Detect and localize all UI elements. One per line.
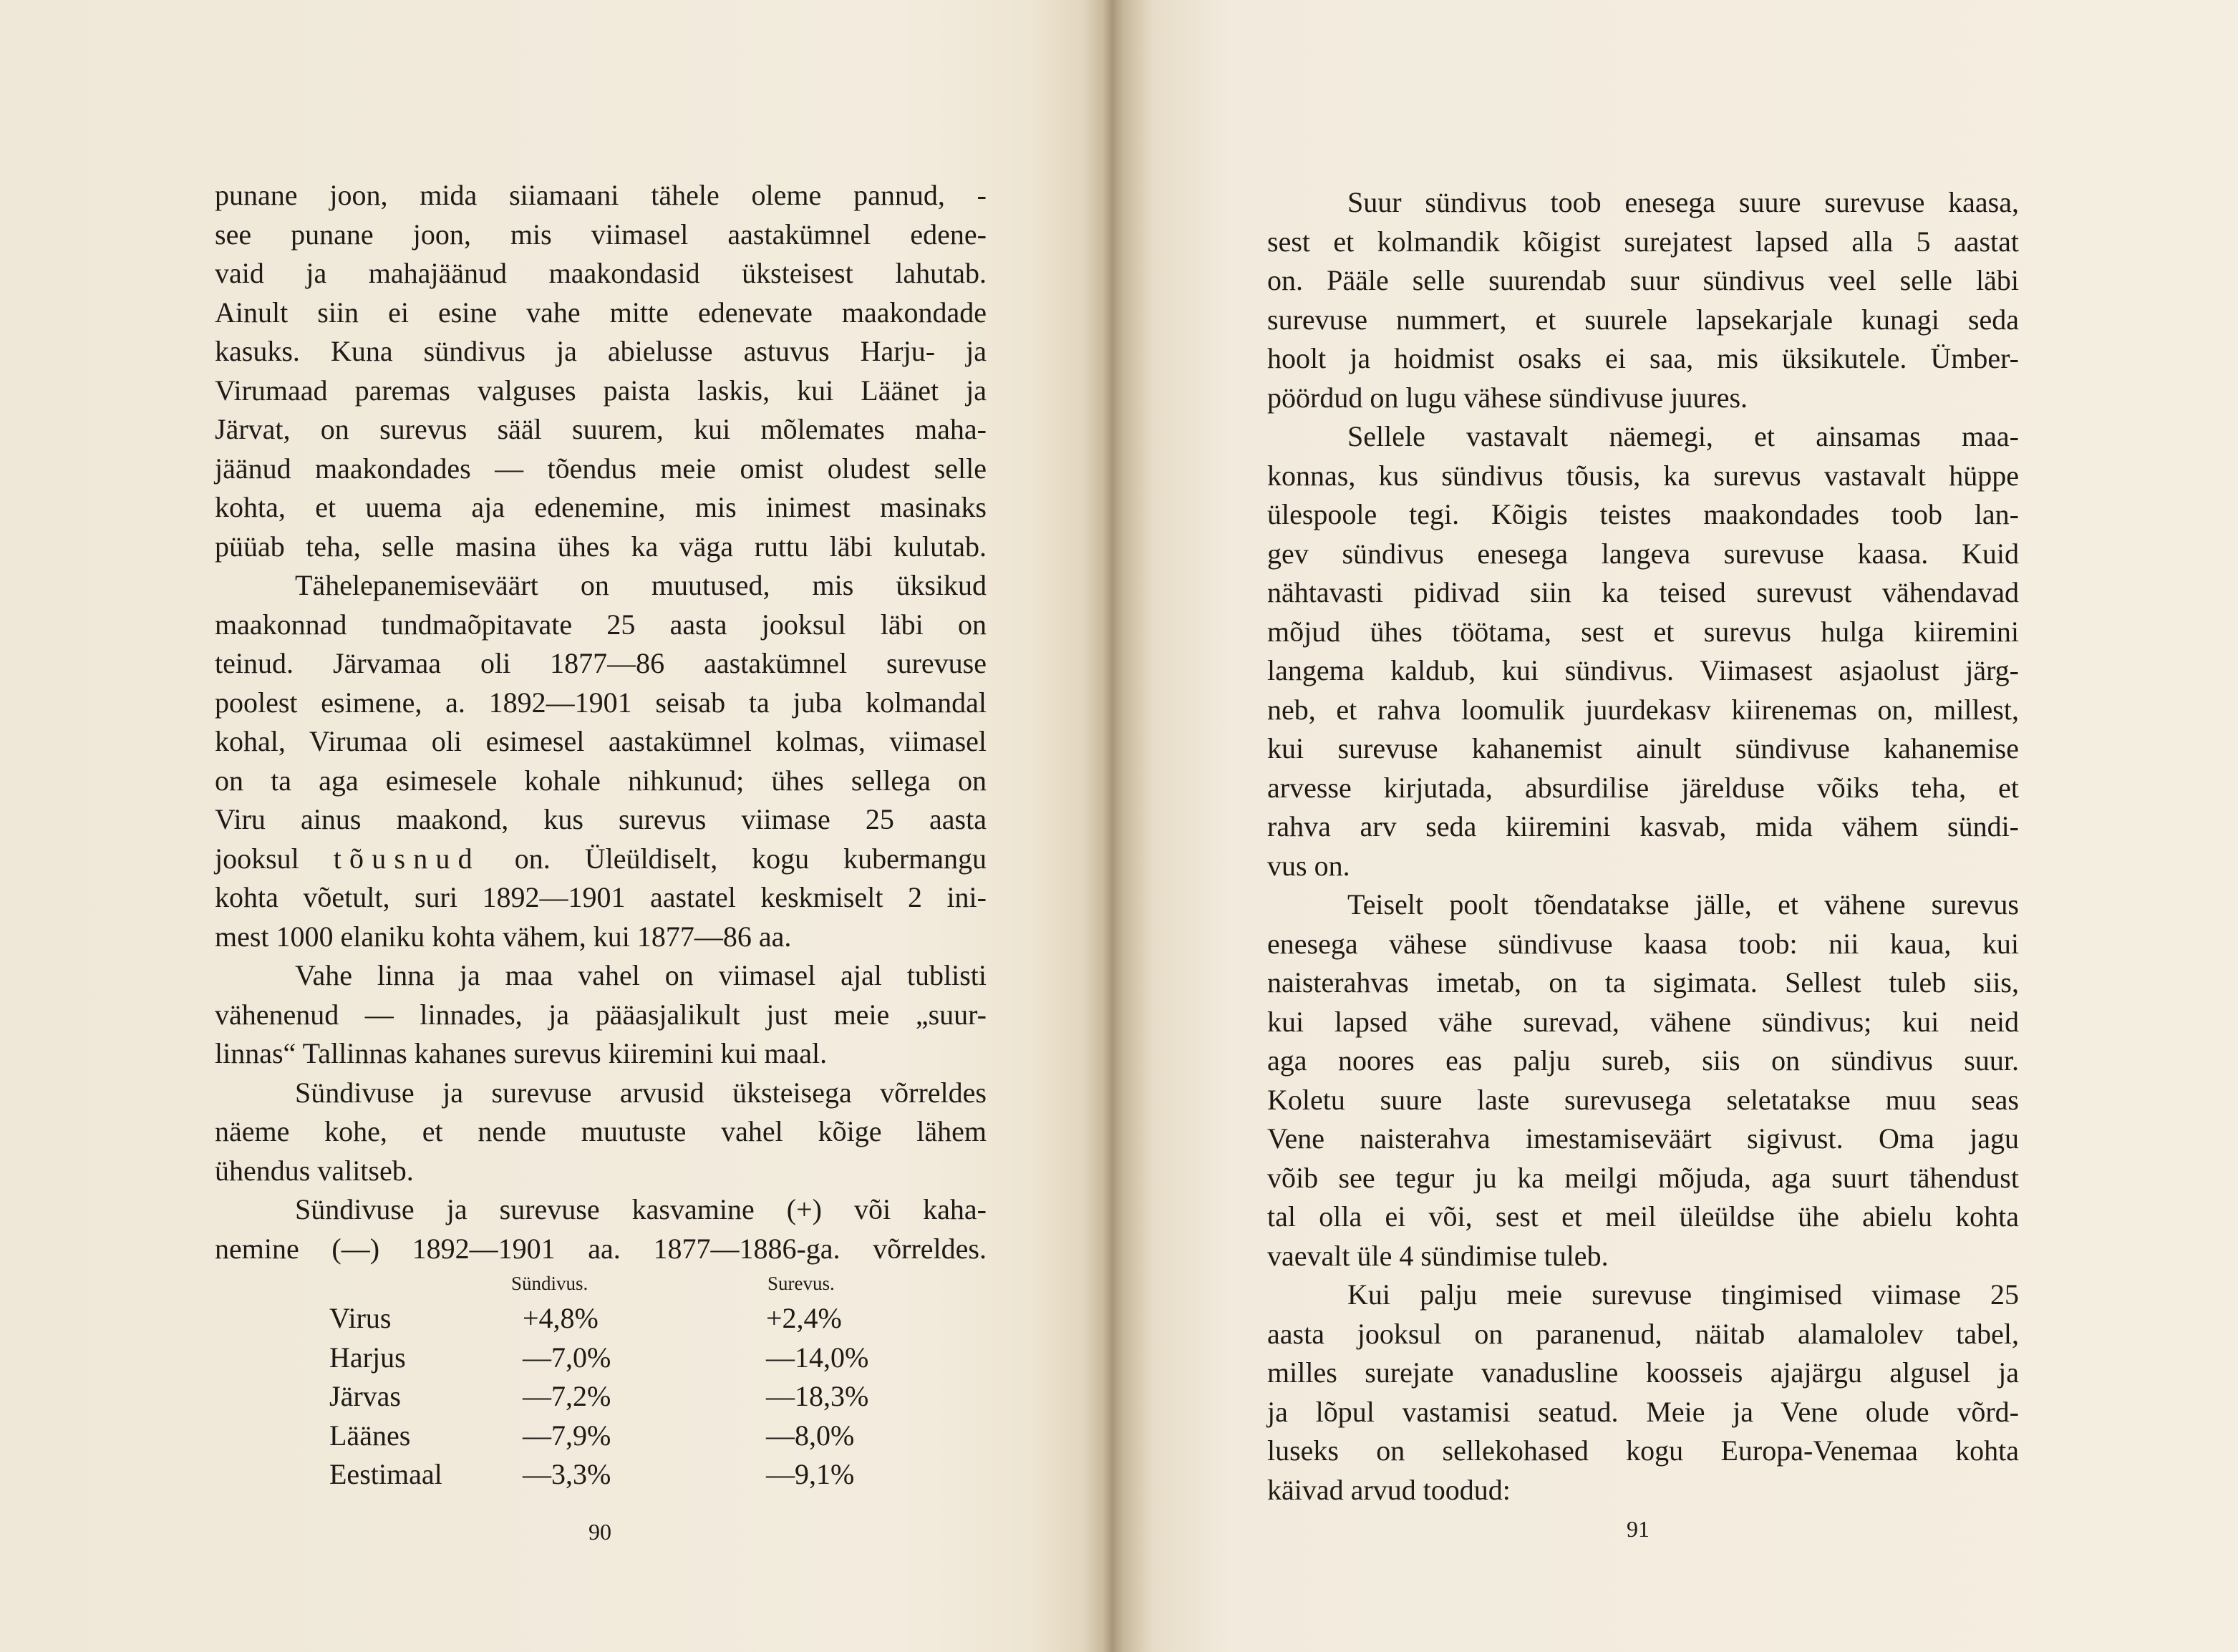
text-line: mest 1000 elaniku kohta vähem, kui 1877—86 aa. [215,920,792,953]
text-fragment: jooksul [215,842,299,875]
text-line: luseks on sellekohased kogu Europa-Venemaa kohta [1267,1434,2019,1467]
text-line: vaid ja mahajäänud maakondasid üksteisest lahutab. [215,257,987,289]
text-line: jäänud maakondades — tõendus meie omist oludest selle [215,452,987,485]
text-line: kohta võetult, suri 1892—1901 aastatel keskmiselt 2 ini- [215,881,987,913]
text-line: see punane joon, mis viimasel aastakümnel edene- [215,218,987,251]
table-row [329,1341,945,1380]
birth-death-change-table [329,1273,945,1497]
table-header-deaths: Surevus. [767,1273,835,1294]
left-page [0,0,1106,1652]
text-line: enesega vähese sündivuse kaasa toob: nii kaua, kui [1267,927,2019,960]
text-line: Suur sündivus toob enesega suure surevuse kaasa, [1347,186,2019,218]
table-cell-births: —3,3% [523,1458,611,1490]
text-line: kohal, Virumaa oli esimesel aastakümnel kolmas, viimasel [215,725,987,757]
text-line: gev sündivus enesega langeva surevuse kaasa. Kuid [1267,537,2019,570]
right-page [1131,0,2238,1652]
text-line: Sündivuse ja surevuse arvusid üksteisega võrreldes [295,1076,987,1109]
text-line: Ainult siin ei esine vahe mitte edenevate maakondade [215,296,987,329]
text-line: kui surevuse kahanemist ainult sündivuse kahanemise [1267,732,2019,764]
text-line: aga noores eas palju sureb, siis on sündivus suur. [1267,1044,2019,1077]
text-line: konnas, kus sündivus tõusis, ka surevus vastavalt hüppe [1267,459,2019,492]
text-line: vus on. [1267,849,1350,882]
table-row [329,1379,945,1419]
text-line: naisterahvas imetab, on ta sigimata. Sellest tuleb siis, [1267,966,2019,999]
left-text-block [215,176,987,1268]
table-row [329,1301,945,1341]
text-line: on. Pääle selle suurendab suur sündivus veel selle läbi [1267,264,2019,296]
table-header-births: Sündivus. [511,1273,588,1294]
text-line: teinud. Järvamaa oli 1877—86 aastakümnel surevuse [215,647,987,679]
text-fragment: on. Üleüldiselt, kogu kubermangu [514,842,987,875]
text-line: Kui palju meie surevuse tingimised viimase 25 [1347,1278,2019,1311]
text-line: võib see tegur ju ka meilgi mõjuda, aga suurt tähendust [1267,1161,2019,1194]
page-number-left: 90 [588,1519,611,1545]
table-cell-region: Eestimaal [329,1458,442,1490]
table-cell-region: Järvas [329,1380,401,1412]
page-number-right: 91 [1627,1516,1650,1542]
text-line: Järvat, on surevus sääl suurem, kui mõlemates maha- [215,413,987,445]
text-line: käivad arvud toodud: [1267,1473,1511,1506]
table-cell-births: —7,9% [523,1419,611,1452]
text-line: hoolt ja hoidmist osaks ei saa, mis üksikutele. Ümber- [1267,342,2019,374]
text-line: nemine (—) 1892—1901 aa. 1877—1886-ga. võrreldes. [215,1232,987,1265]
text-line: Tähelepanemiseväärt on muutused, mis üksikud [295,569,987,601]
text-line: sest et kolmandik kõigist surejatest lapsed alla 5 aastat [1267,225,2019,258]
table-cell-region: Harjus [329,1341,406,1374]
text-line: milles surejate vanadusline koosseis ajajärgu algusel ja [1267,1356,2019,1389]
table-cell-deaths: —14,0% [766,1341,869,1374]
text-line: ja lõpul vastamisi seatud. Meie ja Vene olude võrd- [1267,1395,2019,1428]
text-line: Koletu suure laste surevusega seletatakse muu seas [1267,1083,2019,1116]
emphasized-word: tõusnud [333,842,480,875]
text-line: linnas“ Tallinnas kahanes surevus kiiremini kui maal. [215,1037,828,1069]
text-line: Sellele vastavalt näemegi, et ainsamas maa- [1347,420,2019,452]
text-line: pöördud on lugu vähese sündivuse juures. [1267,381,1748,414]
text-line: punane joon, mida siiamaani tähele oleme pannud, - [215,179,987,211]
text-line: Viru ainus maakond, kus surevus viimase 25 aasta [215,803,987,835]
right-text-block [1267,183,2019,1510]
text-line: tal olla ei või, sest et meil üleüldse ühe abielu kohta [1267,1200,2019,1233]
text-line: arvesse kirjutada, absurdilise järelduse võiks teha, et [1267,771,2019,804]
text-line: Teiselt poolt tõendatakse jälle, et vähene surevus [1347,888,2019,920]
table-cell-deaths: —18,3% [766,1380,869,1412]
text-line: kasuks. Kuna sündivus ja abielusse astuvus Harju- ja [215,335,987,367]
text-line: Vene naisterahva imestamiseväärt sigivust. Oma jagu [1267,1122,2019,1155]
text-line: ühendus valitseb. [215,1154,414,1187]
text-line: kohta, et uuema aja edenemine, mis inimest masinaks [215,491,987,523]
table-header-row [329,1273,945,1301]
text-line: vaevalt üle 4 sündimise tuleb. [1267,1239,1609,1272]
text-line: Vahe linna ja maa vahel on viimasel ajal tublisti [295,959,987,991]
table-cell-deaths: —9,1% [766,1458,855,1490]
text-line: mõjud ühes töötama, sest et surevus hulga kiiremini [1267,615,2019,648]
text-line: näeme kohe, et nende muutuste vahel kõige lähem [215,1115,987,1147]
text-line: Sündivuse ja surevuse kasvamine (+) või kaha- [295,1193,987,1225]
text-line: langema kaldub, kui sündivus. Viimasest asjaolust järg- [1267,654,2019,686]
text-line: on ta aga esimesele kohale nihkunud; ühes sellega on [215,764,987,797]
text-line: surevuse nummert, et suurele lapsekarjale kunagi seda [1267,303,2019,336]
table-row [329,1457,945,1497]
text-line: poolest esimene, a. 1892—1901 seisab ta juba kolmandal [215,686,987,719]
text-line: Virumaad paremas valguses paista laskis, kui Läänet ja [215,374,987,407]
table-cell-births: —7,0% [523,1341,611,1374]
table-cell-region: Läänes [329,1419,411,1452]
text-line: maakonnad tundmaõpitavate 25 aasta jooksul läbi on [215,608,987,641]
text-line: neb, et rahva loomulik juurdekasv kiirenemas on, millest, [1267,693,2019,726]
table-cell-deaths: +2,4% [766,1302,842,1334]
text-line: rahva arv seda kiiremini kasvab, mida vähem sündi- [1267,810,2019,842]
text-line: aasta jooksul on paranenud, näitab alamalolev tabel, [1267,1317,2019,1350]
text-line: ülespoole tegi. Kõigis teistes maakondades toob lan- [1267,498,2019,530]
table-row [329,1419,945,1458]
table-cell-deaths: —8,0% [766,1419,855,1452]
text-line: vähenenud — linnades, ja pääasjalikult just meie „suur- [215,998,987,1031]
text-line: püüab teha, selle masina ühes ka väga ruttu läbi kulutab. [215,530,987,563]
table-cell-region: Virus [329,1302,392,1334]
text-line: kui lapsed vähe surevad, vähene sündivus; kui neid [1267,1005,2019,1038]
table-cell-births: —7,2% [523,1380,611,1412]
text-line: nähtavasti pidivad siin ka teised surevust vähendavad [1267,576,2019,608]
table-cell-births: +4,8% [523,1302,599,1334]
text-line [215,840,987,879]
